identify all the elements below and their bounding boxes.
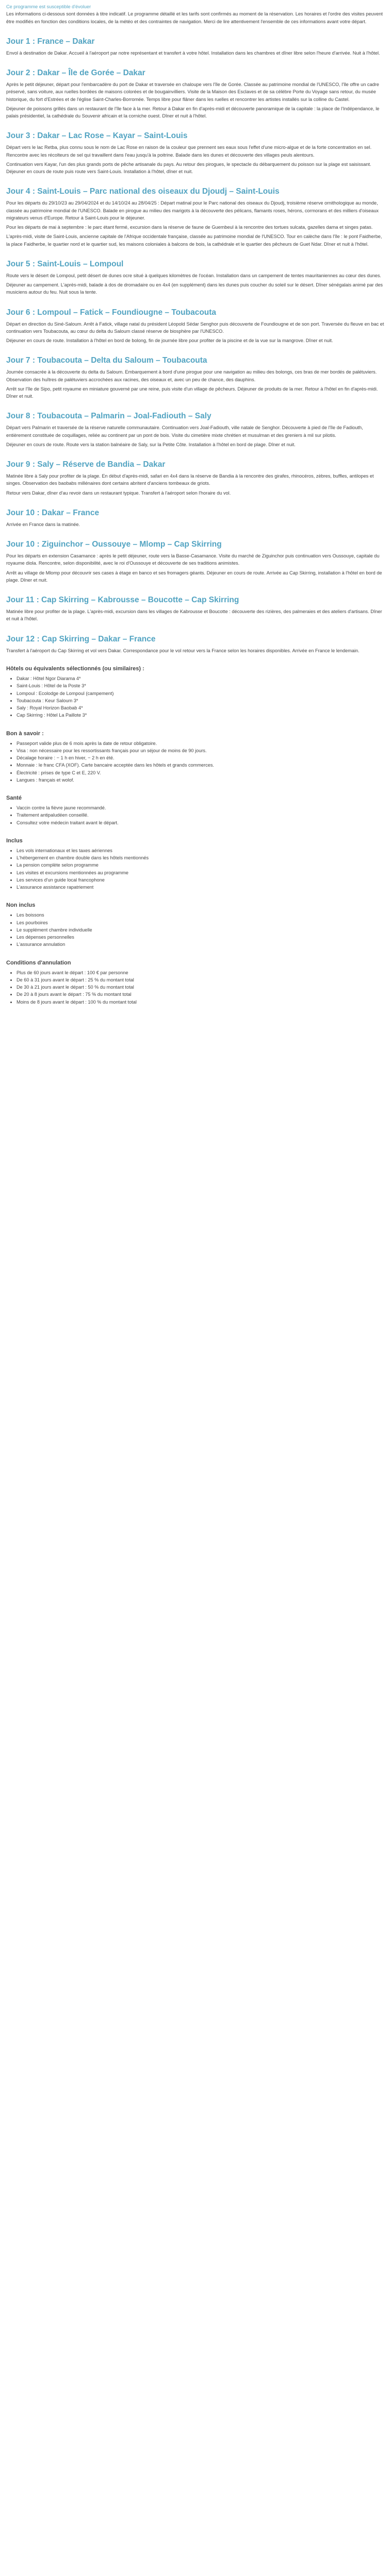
info-item: • Saly : Royal Horizon Baobab 4* — [17, 704, 385, 711]
info-item: • Dakar : Hôtel Ngor Diarama 4* — [17, 675, 385, 682]
day-title: Jour 11 : Cap Skirring – Kabrousse – Boucotte – Cap Skirring — [6, 596, 239, 605]
info-item: • Les boissons — [17, 911, 385, 919]
info-heading: Santé — [6, 795, 22, 802]
day-paragraph: Départ en direction du Siné-Saloum. Arrêt à Fatick, village natal du président Léopold Sédar Senghor puis découverte de Foundiougne et de son port. Traversée du fleuve en bac et continuation vers Toubacouta, au cœur du delta du Saloum classé réserve de biosphère par l'UNESCO. — [6, 321, 384, 334]
info-item: • Langues : français et wolof. — [17, 776, 385, 784]
day-paragraph: Déjeuner au campement. L'après-midi, balade à dos de dromadaire ou en 4x4 (en supplément) dans les dunes puis coucher du soleil sur le désert. Dîner sénégalais animé par des musiciens autour du feu. Nuit sous la tente. — [6, 282, 383, 295]
day-paragraph: Retour vers Dakar, dîner d'au revoir dans un restaurant typique. Transfert à l'aéroport selon l'horaire du vol. — [6, 490, 231, 496]
info-item: • Cap Skirring : Hôtel La Paillote 3* — [17, 711, 385, 719]
info-item: • Plus de 60 jours avant le départ : 100 € par personne — [17, 969, 385, 976]
day-paragraph: Après le petit déjeuner, départ pour l'embarcadère du port de Dakar et traversée en chaloupe vers l'île de Gorée. Classée au patrimoine mondial de l'UNESCO, l'île offre un cadre préservé, sans voiture, aux ruelles bordées de maisons colorées et de bougainvilliers. Visite de la Maison des Esclaves et de sa célèbre Porte du Voyage sans retour, du musée historique, du fort d'Estrées et de l'église Saint-Charles-Borromée. Temps libre pour flâner dans les ruelles et rencontrer les artistes installés sur la colline du Castel. — [6, 82, 379, 102]
day-paragraph: Déjeuner en cours de route. Route vers la station balnéaire de Saly, sur la Petite Côte. Installation à l'hôtel en bord de plage. Dîner et nuit. — [6, 442, 296, 447]
info-item: • Saint-Louis : Hôtel de la Poste 3* — [17, 682, 385, 689]
info-heading: Hôtels ou équivalents sélectionnés (ou similaires) : — [6, 665, 144, 672]
info-list — [6, 740, 385, 784]
itinerary-page — [0, 0, 391, 1006]
info-item: • Les vols internationaux et les taxes aériennes — [17, 847, 385, 854]
info-item: • Toubacouta : Keur Saloum 3* — [17, 697, 385, 704]
info-item: • Moins de 8 jours avant le départ : 100 % du montant total — [17, 998, 385, 1006]
day-paragraph: Départ vers le lac Retba, plus connu sous le nom de Lac Rose en raison de la couleur que prennent ses eaux sous l'effet d'une micro-algue et de la forte concentration en sel. Rencontre avec les récolteurs de sel qui travaillent dans l'eau jusqu'à la poitrine. Balade dans les dunes et découverte des villages peuls alentours. — [6, 145, 372, 158]
intro-text: Les informations ci-dessous sont données à titre indicatif. Le programme détaillé et les tarifs sont confirmés au moment de la réservation. Les horaires et l'ordre des visites peuvent être modifiés en fonction des conditions locales, de la météo et des contraintes de navigation. Merci de lire attentivement l'ensemble de ces informations avant votre départ. — [6, 11, 383, 24]
day-paragraph: Matinée libre pour profiter de la plage. L'après-midi, excursion dans les villages de Kabrousse et Boucotte : découverte des rizières, des palmeraies et des ateliers d'artisans. Dîner et nuit à l'hôtel. — [6, 609, 382, 622]
day-title: Jour 2 : Dakar – Île de Gorée – Dakar — [6, 69, 145, 78]
day-paragraph: Départ vers Palmarin et traversée de la réserve naturelle communautaire. Continuation vers Joal-Fadiouth, ville natale de Senghor. Découverte à pied de l'île de Fadiouth, entièrement constituée de coquillages, reliée au continent par un pont de bois. Visite du cimetière mixte chrétien et musulman et des greniers à mil sur pilotis. — [6, 425, 363, 438]
info-item: • Vaccin contre la fièvre jaune recommandé. — [17, 804, 385, 811]
practical-info — [6, 665, 385, 1006]
day-title: Jour 6 : Lompoul – Fatick – Foundiougne – Toubacouta — [6, 308, 217, 317]
info-item: • La pension complète selon programme — [17, 861, 385, 869]
day-paragraph: Déjeuner de poissons grillés dans un restaurant de l'île face à la mer. Retour à Dakar en fin d'après-midi et découverte panoramique de la capitale : la place de l'Indépendance, le palais présidentiel, la cathédrale du Souvenir africain et la corniche ouest. Dîner et nuit à l'hôtel. — [6, 106, 380, 119]
info-item: • Les dépenses personnelles — [17, 934, 385, 941]
info-list — [6, 675, 385, 719]
day-paragraph: Pour les départs en extension Casamance : après le petit déjeuner, route vers la Basse-Casamance. Visite du marché de Ziguinchor puis continuation vers Oussouye, capitale du royaume diola. Rencontre, selon disponibilité, avec le roi d'Oussouye et découverte de ses traditions animistes. — [6, 553, 380, 566]
info-item: • Passeport valide plus de 6 mois après la date de retour obligatoire. — [17, 740, 385, 747]
info-item: • Les services d'un guide local francophone — [17, 876, 385, 884]
info-heading: Conditions d'annulation — [6, 959, 71, 966]
day-paragraph: Arrêt sur l'île de Sipo, petit royaume en miniature gouverné par une reine, puis visite d'un village de pêcheurs. Déjeuner de produits de la mer. Retour à l'hôtel en fin d'après-midi. Dîner et nuit. — [6, 386, 378, 399]
info-item: • L'assurance annulation — [17, 941, 385, 948]
info-item: • De 30 à 21 jours avant le départ : 50 % du montant total — [17, 984, 385, 991]
info-item: • Visa : non nécessaire pour les ressortissants français pour un séjour de moins de 90 jours. — [17, 747, 385, 754]
day-paragraph: Envol à destination de Dakar. Accueil à l'aéroport par notre représentant et transfert à votre hôtel. Installation dans les chambres et dîner libre selon l'heure d'arrivée. Nuit à l'hôtel. — [6, 50, 380, 56]
info-heading: Non inclus — [6, 902, 36, 909]
info-item: • Décalage horaire : − 1 h en hiver, − 2 h en été. — [17, 754, 385, 761]
info-heading: Inclus — [6, 837, 23, 844]
info-item: • Traitement antipaludéen conseillé. — [17, 811, 385, 819]
day-paragraph: Matinée libre à Saly pour profiter de la plage. En début d'après-midi, safari en 4x4 dans la réserve de Bandia à la rencontre des girafes, rhinocéros, zèbres, buffles, antilopes et singes. Observation des baobabs millénaires dont certains abritent d'anciens tombeaux de griots. — [6, 473, 374, 486]
day-title: Jour 5 : Saint-Louis – Lompoul — [6, 259, 124, 268]
day-paragraph: Route vers le désert de Lompoul, petit désert de dunes ocre situé à quelques kilomètres de l'océan. Installation dans un campement de tentes mauritaniennes au cœur des dunes. — [6, 273, 381, 278]
info-item: • Électricité : prises de type C et E, 220 V. — [17, 769, 385, 776]
info-item: • De 20 à 8 jours avant le départ : 75 % du montant total — [17, 991, 385, 998]
days-container — [6, 36, 385, 654]
day-title: Jour 10 : Ziguinchor – Oussouye – Mlomp – Cap Skirring — [6, 540, 222, 549]
day-paragraph: Transfert à l'aéroport du Cap Skirring et vol vers Dakar. Correspondance pour le vol retour vers la France selon les horaires disponibles. Arrivée en France le lendemain. — [6, 648, 360, 653]
day-paragraph: L'après-midi, visite de Saint-Louis, ancienne capitale de l'Afrique occidentale française, classée au patrimoine mondial de l'UNESCO. Tour en calèche dans l'île : le pont Faidherbe, la place Faidherbe, le quartier nord et le quartier sud, les maisons coloniales à balcons de bois, la cathédrale et le quartier des pêcheurs de Guet Ndar. Dîner et nuit à l'hôtel. — [6, 234, 382, 247]
day-title: Jour 4 : Saint-Louis – Parc national des oiseaux du Djoudj – Saint-Louis — [6, 187, 280, 196]
day-title: Jour 8 : Toubacouta – Palmarin – Joal-Fadiouth – Saly — [6, 412, 211, 421]
info-list — [6, 804, 385, 826]
day-paragraph: Pour les départs du 29/10/23 au 29/04/2024 et du 14/10/24 au 28/04/25 : Départ matinal pour le Parc national des oiseaux du Djoudj, troisième réserve ornithologique au monde, classée au patrimoine mondial de l'UNESCO. Balade en pirogue au milieu des marigots à la découverte des pélicans, flamants roses, hérons, cormorans et des milliers d'oiseaux migrateurs venus d'Europe. Retour à Saint-Louis pour le déjeuner. — [6, 200, 379, 221]
info-item: • L'hébergement en chambre double dans les hôtels mentionnés — [17, 854, 385, 861]
info-list — [6, 911, 385, 948]
day-paragraph: Déjeuner en cours de route. Installation à l'hôtel en bord de bolong, fin de journée libre pour profiter de la piscine et de la vue sur la mangrove. Dîner et nuit. — [6, 338, 333, 344]
day-title: Jour 12 : Cap Skirring – Dakar – France — [6, 634, 156, 643]
info-item: • De 60 à 31 jours avant le départ : 25 % du montant total — [17, 976, 385, 984]
info-item: • Les pourboires — [17, 919, 385, 926]
info-item: • L'assurance assistance rapatriement — [17, 884, 385, 891]
info-item: • Les visites et excursions mentionnées au programme — [17, 869, 385, 876]
day-title: Jour 1 : France – Dakar — [6, 37, 95, 46]
day-paragraph: Pour les départs de mai à septembre : le parc étant fermé, excursion dans la réserve de faune de Guembeul à la rencontre des tortues sulcata, gazelles dama et singes patas. — [6, 225, 373, 230]
breadcrumb-link[interactable]: Ce programme est susceptible d'évoluer — [6, 4, 91, 9]
day-title: Jour 10 : Dakar – France — [6, 508, 100, 517]
day-paragraph: Arrivée en France dans la matinée. — [6, 521, 80, 527]
info-item: • Monnaie : le franc CFA (XOF). Carte bancaire acceptée dans les hôtels et grands commerces. — [17, 761, 385, 769]
day-title: Jour 3 : Dakar – Lac Rose – Kayar – Saint-Louis — [6, 131, 188, 141]
day-paragraph: Journée consacrée à la découverte du delta du Saloum. Embarquement à bord d'une pirogue pour une navigation au milieu des bolongs, ces bras de mer bordés de palétuviers. Observation des huîtres de palétuviers accrochées aux racines, des oiseaux et, avec un peu de chance, des dauphins. — [6, 369, 377, 382]
info-item: • Lompoul : Ecolodge de Lompoul (campement) — [17, 690, 385, 697]
day-title: Jour 9 : Saly – Réserve de Bandia – Dakar — [6, 460, 166, 469]
info-list — [6, 969, 385, 1006]
day-title: Jour 7 : Toubacouta – Delta du Saloum – Toubacouta — [6, 356, 207, 365]
info-list — [6, 847, 385, 891]
day-paragraph: Arrêt au village de Mlomp pour découvrir ses cases à étage en banco et ses fromagers géants. Déjeuner en cours de route. Arrivée au Cap Skirring, installation à l'hôtel en bord de plage. Dîner et nuit. — [6, 570, 382, 583]
info-item: • Le supplément chambre individuelle — [17, 926, 385, 934]
info-item: • Consultez votre médecin traitant avant le départ. — [17, 819, 385, 826]
info-heading: Bon à savoir : — [6, 730, 44, 737]
day-paragraph: Continuation vers Kayar, l'un des plus grands ports de pêche artisanale du pays. Au retour des pirogues, le spectacle du débarquement du poisson sur la plage est saisissant. Déjeuner en cours de route puis route vers Saint-Louis. Installation à l'hôtel, dîner et nuit. — [6, 161, 371, 175]
